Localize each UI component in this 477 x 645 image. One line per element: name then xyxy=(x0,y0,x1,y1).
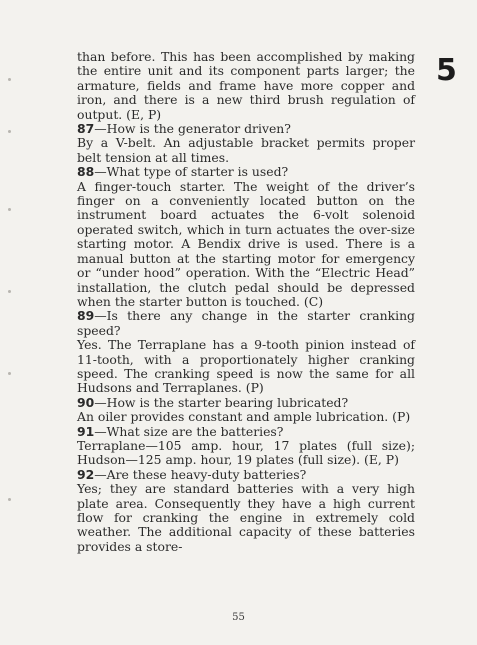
question-number: 92 xyxy=(77,466,95,482)
answer-text: An oiler provides constant and ample lubrication. (P) xyxy=(77,409,411,425)
qa-item xyxy=(77,122,415,165)
question-text: —How is the generator driven? xyxy=(94,121,291,137)
answer-text: Terraplane—105 amp. hour, 17 plates (full size); Hudson—125 amp. hour, 19 plates (full size). (E, P) xyxy=(77,437,415,468)
question xyxy=(77,309,415,338)
question-text: —Are these heavy-duty batteries? xyxy=(94,466,307,482)
question xyxy=(77,468,415,482)
margin-speck xyxy=(8,78,11,81)
question xyxy=(77,122,415,136)
question-number: 91 xyxy=(77,423,95,439)
qa-item xyxy=(77,165,415,309)
page-number: 55 xyxy=(232,612,245,623)
question-number: 87 xyxy=(77,121,95,137)
intro-paragraph: than before. This has been accomplished by making the entire unit and its component parts larger; the armature, fields and frame have more copper and iron, and there is a new third brush regulation of output. (E, P) xyxy=(77,49,415,122)
question-text: —What type of starter is used? xyxy=(94,164,289,180)
question-number: 88 xyxy=(77,164,95,180)
margin-speck xyxy=(8,208,11,211)
margin-speck xyxy=(8,130,11,133)
qa-item xyxy=(77,396,415,425)
qa-item xyxy=(77,425,415,468)
answer-text: Yes. The Terraplane has a 9-tooth pinion instead of 11-tooth, with a proportionately higher cranking speed. The cranking speed is now the same for all Hudsons and Terraplanes. (P) xyxy=(77,337,415,396)
qa-item xyxy=(77,468,415,554)
question-number: 89 xyxy=(77,308,95,324)
question-text: —How is the starter bearing lubricated? xyxy=(94,394,349,410)
question-text: —Is there any change in the starter cranking speed? xyxy=(77,308,415,338)
page-body xyxy=(77,50,415,554)
margin-speck xyxy=(8,372,11,375)
answer-text: By a V-belt. An adjustable bracket permits proper belt tension at all times. xyxy=(77,135,415,165)
answer-text: Yes; they are standard batteries with a very high plate area. Consequently they have a high current flow for cranking the engine in extremely cold weather. The additional capacity of these batteries provides a store- xyxy=(77,481,415,554)
question xyxy=(77,425,415,439)
question-text: —What size are the batteries? xyxy=(94,423,284,439)
qa-item xyxy=(77,309,415,395)
chapter-number: 5 xyxy=(436,53,457,88)
question xyxy=(77,396,415,410)
answer-text: A finger-touch starter. The weight of the driver’s finger on a conveniently located button on the instrument board actuates the 6-volt solenoid operated switch, which in turn actuates the over-size starting motor. A Bendix drive is used. There is a manual button at the starting motor for emergency or “under hood” operation. With the “Electric Head” installation, the clutch pedal should be depressed when the starter button is touched. (C) xyxy=(77,178,415,309)
question-number: 90 xyxy=(77,394,95,410)
margin-speck xyxy=(8,290,11,293)
question xyxy=(77,165,415,179)
margin-speck xyxy=(8,498,11,501)
